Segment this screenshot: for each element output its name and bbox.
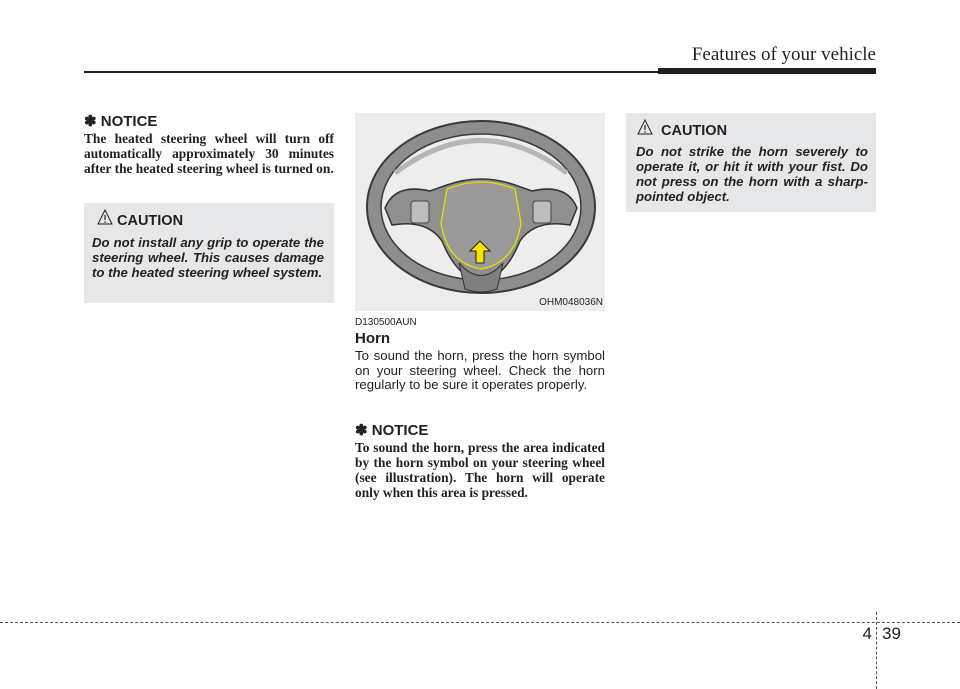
- footer-rule: [0, 622, 960, 623]
- section-number: 4: [862, 624, 872, 643]
- caution-box-2: [626, 113, 876, 212]
- figure-code: OHM048036N: [539, 297, 603, 308]
- section-body: To sound the horn, press the horn symbol on your steering wheel. Check the horn regularly to be sure it operates properly.: [355, 348, 605, 393]
- page-number: 39: [882, 624, 901, 643]
- section-heading: Horn: [355, 330, 390, 347]
- warning-triangle-icon: [97, 209, 113, 225]
- caution-text-2: Do not strike the horn severely to operate it, or hit it with your fist. Do not press on the horn with a sharp-pointed object.: [636, 144, 868, 204]
- notice-heading: ✽ NOTICE: [84, 113, 158, 130]
- notice-text-2: To sound the horn, press the area indicated by the horn symbol on your steering wheel (see illustration). The horn will operate only when this area is pressed.: [355, 440, 605, 500]
- notice-heading-2: ✽ NOTICE: [355, 422, 429, 439]
- caution-text: Do not install any grip to operate the steering wheel. This causes damage to the heated steering wheel system.: [92, 235, 324, 280]
- steering-wheel-illustration: [355, 113, 605, 311]
- warning-triangle-icon: [637, 119, 653, 135]
- footer-divider: [876, 612, 877, 689]
- arrow-up-icon: [469, 240, 491, 264]
- notice-text: The heated steering wheel will turn off automatically approximately 30 minutes after the heated steering wheel is turned on.: [84, 131, 334, 176]
- section-code: D130500AUN: [355, 317, 417, 328]
- caution-title-2: CAUTION: [661, 123, 728, 139]
- header-rule-thick: [658, 68, 876, 74]
- steering-wheel-image: [355, 113, 605, 311]
- caution-title: CAUTION: [117, 213, 184, 229]
- running-header: Features of your vehicle: [691, 44, 876, 65]
- header-rule: [84, 71, 658, 73]
- caution-box: [84, 203, 334, 303]
